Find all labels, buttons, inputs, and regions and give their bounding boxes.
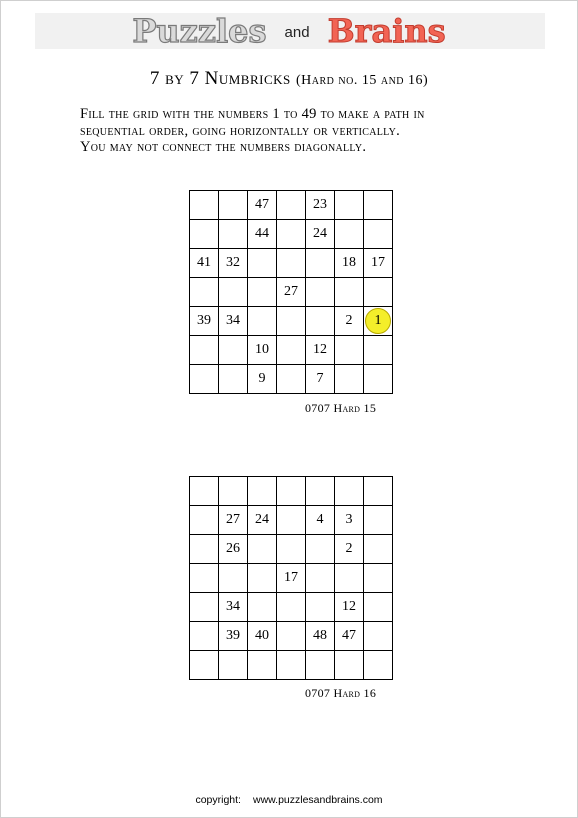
grid-cell[interactable] — [306, 651, 335, 680]
grid-cell[interactable] — [248, 651, 277, 680]
grid-row — [190, 651, 393, 680]
grid-cell[interactable]: 17 — [364, 249, 393, 278]
start-number-circle: 1 — [365, 308, 391, 334]
grid-cell[interactable]: 41 — [190, 249, 219, 278]
grid-cell[interactable] — [248, 278, 277, 307]
grid-row — [190, 477, 393, 506]
grid-cell[interactable] — [219, 651, 248, 680]
grid-cell[interactable]: 23 — [306, 191, 335, 220]
grid-cell[interactable] — [190, 477, 219, 506]
grid-cell[interactable] — [277, 365, 306, 394]
grid-cell[interactable] — [219, 365, 248, 394]
grid-cell[interactable] — [335, 220, 364, 249]
puzzle-label: 0707 Hard 16 — [305, 686, 377, 700]
grid-row — [190, 307, 393, 336]
grid-cell[interactable] — [306, 535, 335, 564]
instruction-line: sequential order, going horizontally or vertically. — [80, 122, 401, 139]
grid-row — [190, 622, 393, 651]
grid-row — [190, 191, 393, 220]
grid-cell[interactable]: 47 — [335, 622, 364, 651]
grid-cell[interactable] — [335, 477, 364, 506]
site-logo — [0, 13, 578, 49]
grid-cell[interactable] — [364, 477, 393, 506]
grid-cell[interactable] — [219, 220, 248, 249]
grid-cell[interactable] — [277, 535, 306, 564]
grid-cell[interactable]: 24 — [248, 506, 277, 535]
grid-row — [190, 336, 393, 365]
grid-cell[interactable] — [277, 249, 306, 278]
grid-cell[interactable] — [306, 477, 335, 506]
grid-cell[interactable] — [306, 278, 335, 307]
grid-cell[interactable] — [335, 191, 364, 220]
grid-cell[interactable] — [364, 593, 393, 622]
grid-cell[interactable] — [277, 307, 306, 336]
instructions — [80, 106, 540, 156]
grid-cell[interactable] — [364, 564, 393, 593]
grid-cell[interactable] — [364, 191, 393, 220]
grid-cell[interactable] — [248, 249, 277, 278]
site-url: www.puzzlesandbrains.com — [252, 794, 383, 806]
grid-cell[interactable] — [248, 477, 277, 506]
grid-cell[interactable] — [219, 477, 248, 506]
grid-cell[interactable] — [248, 307, 277, 336]
grid-cell[interactable]: 12 — [335, 593, 364, 622]
grid-cell[interactable]: 34 — [219, 593, 248, 622]
grid-cell[interactable] — [219, 564, 248, 593]
grid-row — [190, 249, 393, 278]
instruction-line: You may not connect the numbers diagonally. — [80, 139, 367, 155]
grid-cell[interactable]: 26 — [219, 535, 248, 564]
grid-cell[interactable] — [364, 220, 393, 249]
grid-cell[interactable] — [190, 220, 219, 249]
grid-cell[interactable]: 18 — [335, 249, 364, 278]
grid-cell[interactable] — [277, 220, 306, 249]
grid-cell[interactable] — [190, 191, 219, 220]
copyright-label: copyright: — [195, 794, 241, 806]
grid-cell[interactable]: 2 — [335, 535, 364, 564]
instruction-line: Fill the grid with the numbers 1 to 49 to make a path in — [80, 106, 425, 122]
grid-cell[interactable] — [277, 336, 306, 365]
grid-cell[interactable]: 32 — [219, 249, 248, 278]
grid-cell[interactable] — [364, 307, 393, 336]
grid-cell[interactable] — [190, 336, 219, 365]
grid-cell[interactable]: 27 — [219, 506, 248, 535]
grid-cell[interactable] — [277, 191, 306, 220]
grid-cell[interactable] — [364, 278, 393, 307]
grid-cell[interactable]: 27 — [277, 278, 306, 307]
grid-cell[interactable] — [248, 535, 277, 564]
grid-cell[interactable]: 47 — [248, 191, 277, 220]
grid-cell[interactable] — [277, 477, 306, 506]
grid-cell[interactable] — [364, 622, 393, 651]
grid-row — [190, 220, 393, 249]
grid-cell[interactable]: 9 — [248, 365, 277, 394]
grid-cell[interactable] — [335, 278, 364, 307]
grid-cell[interactable] — [306, 249, 335, 278]
grid-cell[interactable]: 34 — [219, 307, 248, 336]
page-title — [0, 68, 578, 90]
grid-cell[interactable] — [364, 506, 393, 535]
grid-cell[interactable] — [364, 535, 393, 564]
grid-cell[interactable]: 3 — [335, 506, 364, 535]
logo-word-puzzles: Puzzles — [132, 12, 267, 50]
grid-cell[interactable] — [277, 593, 306, 622]
grid-cell[interactable] — [219, 191, 248, 220]
grid-cell[interactable]: 44 — [248, 220, 277, 249]
grid-cell[interactable] — [219, 278, 248, 307]
grid-row — [190, 278, 393, 307]
grid-cell[interactable] — [190, 535, 219, 564]
grid-cell[interactable] — [364, 365, 393, 394]
grid-cell[interactable] — [190, 278, 219, 307]
grid-cell[interactable] — [306, 307, 335, 336]
grid-cell[interactable] — [190, 651, 219, 680]
grid-cell[interactable] — [306, 564, 335, 593]
grid-cell[interactable] — [190, 506, 219, 535]
footer — [0, 794, 578, 806]
grid-cell[interactable]: 17 — [277, 564, 306, 593]
grid-cell[interactable] — [335, 365, 364, 394]
grid-row — [190, 506, 393, 535]
grid-cell[interactable] — [277, 506, 306, 535]
grid-cell[interactable] — [335, 651, 364, 680]
grid-cell[interactable] — [190, 622, 219, 651]
grid-cell[interactable]: 2 — [335, 307, 364, 336]
grid-cell[interactable] — [335, 564, 364, 593]
grid-cell[interactable] — [277, 622, 306, 651]
grid-cell[interactable] — [248, 593, 277, 622]
grid-cell[interactable] — [219, 336, 248, 365]
grid-row — [190, 564, 393, 593]
puzzle-grid-hard-15 — [189, 190, 393, 394]
grid-cell[interactable]: 24 — [306, 220, 335, 249]
logo-word-and: and — [284, 24, 310, 41]
grid-cell[interactable] — [190, 365, 219, 394]
grid-row — [190, 593, 393, 622]
puzzle-grid-hard-16 — [189, 476, 393, 680]
grid-cell[interactable]: 4 — [306, 506, 335, 535]
grid-cell[interactable] — [190, 564, 219, 593]
grid-cell[interactable] — [364, 336, 393, 365]
grid-cell[interactable] — [190, 593, 219, 622]
puzzle-label: 0707 Hard 15 — [305, 401, 377, 415]
grid-cell[interactable] — [306, 593, 335, 622]
grid-row — [190, 365, 393, 394]
grid-cell[interactable]: 39 — [219, 622, 248, 651]
grid-cell[interactable] — [335, 336, 364, 365]
grid-cell[interactable]: 40 — [248, 622, 277, 651]
title-sub: (Hard no. 15 and 16) — [296, 73, 429, 88]
grid-cell[interactable]: 48 — [306, 622, 335, 651]
grid-cell[interactable]: 12 — [306, 336, 335, 365]
grid-cell[interactable] — [277, 651, 306, 680]
grid-cell[interactable] — [248, 564, 277, 593]
grid-cell[interactable]: 10 — [248, 336, 277, 365]
grid-cell[interactable]: 39 — [190, 307, 219, 336]
grid-cell[interactable] — [364, 651, 393, 680]
title-main: 7 by 7 Numbricks — [149, 68, 291, 89]
grid-cell[interactable]: 7 — [306, 365, 335, 394]
grid-row — [190, 535, 393, 564]
logo-word-brains: Brains — [327, 12, 446, 50]
